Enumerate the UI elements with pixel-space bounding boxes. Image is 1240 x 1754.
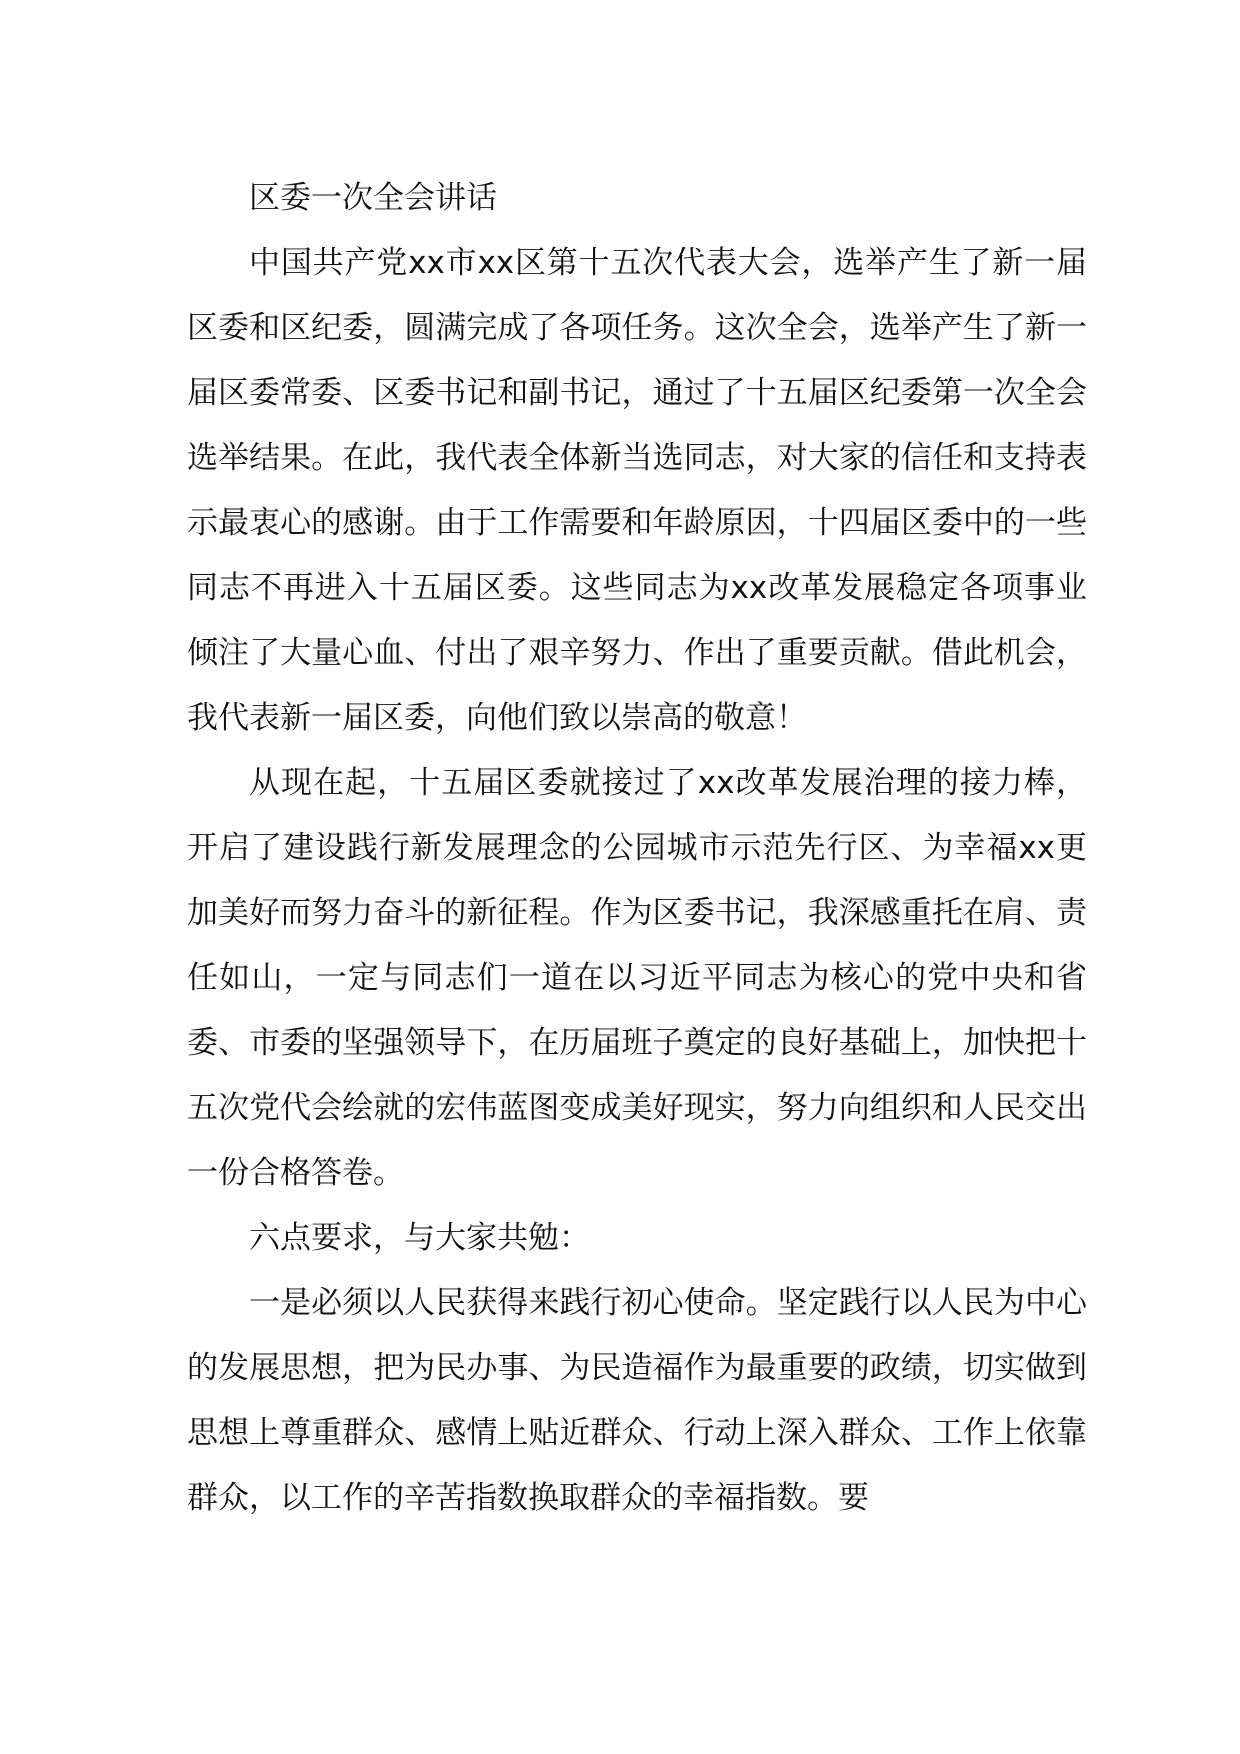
paragraph-4: 一是必须以人民获得来践行初心使命。坚定践行以人民为中心的发展思想，把为民办事、为民造福作为最重要的政绩，切实做到思想上尊重群众、感情上贴近群众、行动上深入群众、工作上依靠群众，以工作的辛苦指数换取群众的幸福指数。要 [187, 1285, 1087, 1516]
paragraph-2: 从现在起，十五届区委就接过了xx改革发展治理的接力棒，开启了建设践行新发展理念的公园城市示范先行区、为幸福xx更加美好而努力奋斗的新征程。作为区委书记，我深感重托在肩、责任如山，一定与同志们一道在以习近平同志为核心的党中央和省委、市委的坚强领导下，在历届班子奠定的良好基础上，加快把十五次党代会绘就的宏伟蓝图变成美好现实，努力向组织和人民交出一份合格答卷。 [187, 765, 1087, 1191]
document-body [187, 166, 1087, 1531]
paragraph-3: 六点要求，与大家共勉： [249, 1220, 590, 1256]
document-title: 区委一次全会讲话 [249, 180, 497, 216]
paragraph-1: 中国共产党xx市xx区第十五次代表大会，选举产生了新一届区委和区纪委，圆满完成了各项任务。这次全会，选举产生了新一届区委常委、区委书记和副书记，通过了十五届区纪委第一次全会选举结果。在此，我代表全体新当选同志，对大家的信任和支持表示最衷心的感谢。由于工作需要和年龄原因，十四届区委中的一些同志不再进入十五届区委。这些同志为xx改革发展稳定各项事业倾注了大量心血、付出了艰辛努力、作出了重要贡献。借此机会，我代表新一届区委，向他们致以崇高的敬意！ [187, 245, 1087, 736]
